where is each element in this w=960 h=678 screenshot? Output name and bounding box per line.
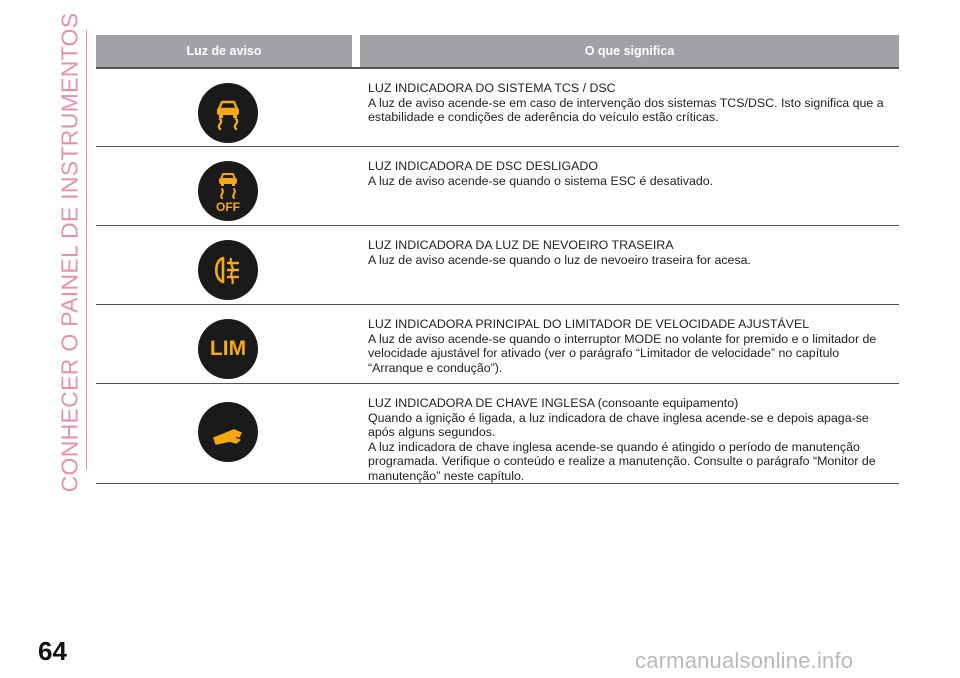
- rear-fog-light-icon: [198, 240, 258, 300]
- light-title: LUZ INDICADORA DA LUZ DE NEVOEIRO TRASEIRA: [368, 238, 674, 252]
- description-cell: [360, 147, 899, 225]
- icon-cell: [96, 305, 360, 383]
- light-title: LUZ INDICADORA DO SISTEMA TCS / DSC: [368, 81, 616, 95]
- light-title: LUZ INDICADORA DE DSC DESLIGADO: [368, 159, 598, 173]
- icon-cell: [96, 69, 360, 146]
- table-row: [96, 305, 899, 384]
- chapter-title-text: CONHECER O PAINEL DE INSTRUMENTOS: [56, 12, 83, 493]
- chapter-side-title: [52, 12, 88, 493]
- table-header: [96, 35, 899, 69]
- light-title: LUZ INDICADORA DE CHAVE INGLESA (consoante equipamento): [368, 396, 739, 410]
- skid-car-icon: [198, 83, 258, 143]
- header-meaning: O que significa: [360, 35, 899, 67]
- description-cell: [360, 69, 899, 146]
- icon-cell: [96, 384, 360, 483]
- watermark: carmanualsonline.info: [635, 648, 854, 673]
- light-title: LUZ INDICADORA PRINCIPAL DO LIMITADOR DE VELOCIDADE AJUSTÁVEL: [368, 317, 810, 331]
- off-label: OFF: [216, 200, 240, 214]
- table-row: [96, 69, 899, 147]
- table-row: [96, 384, 899, 484]
- chapter-divider: [86, 30, 87, 470]
- description-cell: [360, 305, 899, 383]
- skid-car-off-icon: [198, 161, 258, 221]
- table-row: [96, 147, 899, 226]
- icon-cell: [96, 147, 360, 225]
- light-description: A luz de aviso acende-se quando o sistema ESC é desativado.: [368, 173, 714, 188]
- description-cell: [360, 226, 899, 304]
- light-description: A luz de aviso acende-se quando o interruptor MODE no volante for premido e o limitador de velocidade ajustável for ativado (ver o parágrafo “Limitador de velocidade” no capítulo “Arranque e condução”).: [368, 331, 877, 375]
- speed-limiter-icon: [198, 319, 258, 379]
- icon-cell: [96, 226, 360, 304]
- description-cell: [360, 384, 899, 483]
- wrench-icon: [198, 402, 258, 462]
- light-description: A luz indicadora de chave inglesa acende-se quando é atingido o período de manutenção programada. Verifique o conteúdo e realize a manutenção. Consulte o parágrafo “Monitor de manutenção” neste capítulo.: [368, 439, 876, 483]
- header-gap: [352, 35, 360, 67]
- page-number: 64: [38, 636, 67, 666]
- warning-lights-table: [96, 35, 899, 484]
- light-description: A luz de aviso acende-se quando o luz de nevoeiro traseira for acesa.: [368, 252, 751, 267]
- light-description: A luz de aviso acende-se em caso de intervenção dos sistemas TCS/DSC. Isto significa que a estabilidade e condições de aderência do veículo estão críticas.: [368, 95, 884, 124]
- light-description: Quando a ignição é ligada, a luz indicadora de chave inglesa acende-se e depois apaga-se após alguns segundos.: [368, 410, 869, 439]
- lim-label: LIM: [209, 337, 247, 360]
- table-row: [96, 226, 899, 305]
- header-warning-light: Luz de aviso: [96, 35, 352, 67]
